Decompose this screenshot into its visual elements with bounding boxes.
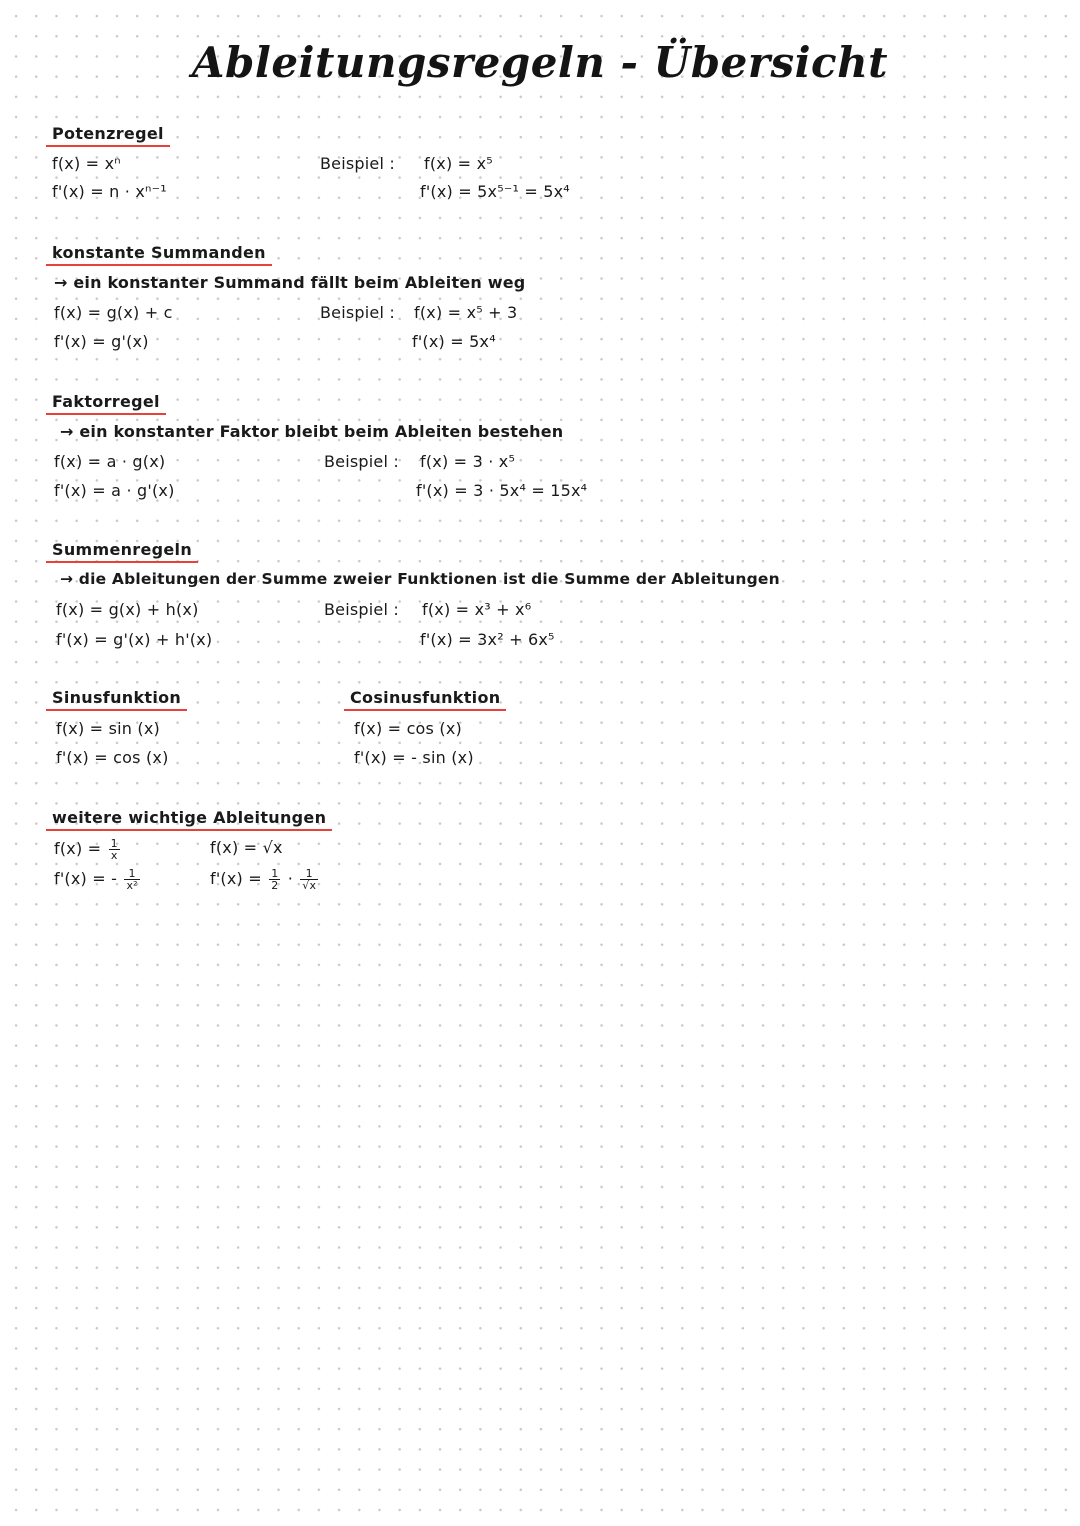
konstante-rule-fp: f'(x) = g'(x)	[54, 332, 149, 351]
summe-rule-fp: f'(x) = g'(x) + h'(x)	[56, 630, 213, 649]
weitere-b-fp-fraction-1	[269, 868, 280, 891]
summe-example-label: Beispiel :	[324, 600, 399, 619]
heading-faktorregel: Faktorregel	[46, 392, 166, 415]
potenzregel-rule-fp: f'(x) = n · xⁿ⁻¹	[52, 182, 167, 201]
weitere-a-fp	[54, 868, 142, 891]
sinus-rule-f: f(x) = sin (x)	[56, 719, 160, 738]
weitere-a-f-den: x	[110, 849, 118, 862]
weitere-b-fp-den1: 2	[271, 879, 279, 892]
weitere-a-f	[54, 838, 122, 861]
konstante-example-label: Beispiel :	[320, 303, 395, 322]
weitere-a-fp-num: 1	[124, 868, 139, 880]
faktor-rule-f: f(x) = a · g(x)	[54, 452, 166, 471]
weitere-b-fp-num1: 1	[271, 867, 279, 880]
potenzregel-example-f: f(x) = x⁵	[424, 154, 493, 173]
heading-konstante-summanden: konstante Summanden	[46, 243, 272, 266]
cosinus-rule-fp: f'(x) = - sin (x)	[354, 748, 474, 767]
sinus-rule-fp: f'(x) = cos (x)	[56, 748, 169, 767]
page-title: Ableitungsregeln - Übersicht	[191, 38, 889, 87]
faktor-example-fp: f'(x) = 3 · 5x⁴ = 15x⁴	[416, 481, 588, 500]
heading-sinusfunktion: Sinusfunktion	[46, 688, 187, 711]
konstante-rule-f: f(x) = g(x) + c	[54, 303, 173, 322]
weitere-b-fp-num2: 1	[300, 868, 318, 880]
heading-potenzregel: Potenzregel	[46, 124, 170, 147]
weitere-a-f-num: 1	[110, 837, 118, 850]
faktor-example-f: f(x) = 3 · x⁵	[420, 452, 516, 471]
faktor-example-label: Beispiel :	[324, 452, 399, 471]
weitere-a-fp-den: x²	[126, 879, 138, 892]
weitere-b-fp-den2: √x	[302, 879, 317, 892]
heading-summenregeln: Summenregeln	[46, 540, 198, 563]
cosinus-rule-f: f(x) = cos (x)	[354, 719, 462, 738]
konstante-example-fp: f'(x) = 5x⁴	[412, 332, 496, 351]
weitere-b-f: f(x) = √x	[210, 838, 283, 857]
faktor-rule-fp: f'(x) = a · g'(x)	[54, 481, 175, 500]
weitere-a-f-fraction	[109, 838, 120, 861]
heading-cosinusfunktion: Cosinusfunktion	[344, 688, 506, 711]
potenzregel-rule-f: f(x) = xⁿ	[52, 154, 121, 173]
summe-note: → die Ableitungen der Summe zweier Funktionen ist die Summe der Ableitungen	[60, 570, 780, 588]
weitere-b-fp-fraction-2	[300, 868, 318, 891]
weitere-a-fp-prefix: f'(x) = -	[54, 869, 118, 888]
weitere-a-fp-fraction	[124, 868, 139, 891]
weitere-b-fp-dot: ·	[287, 869, 293, 888]
summe-example-f: f(x) = x³ + x⁶	[422, 600, 532, 619]
faktor-note: → ein konstanter Faktor bleibt beim Ableiten bestehen	[60, 422, 564, 441]
konstante-example-f: f(x) = x⁵ + 3	[414, 303, 518, 322]
summe-rule-f: f(x) = g(x) + h(x)	[56, 600, 199, 619]
weitere-a-f-prefix: f(x) =	[54, 839, 102, 858]
weitere-b-fp	[210, 868, 320, 891]
potenzregel-example-fp: f'(x) = 5x⁵⁻¹ = 5x⁴	[420, 182, 570, 201]
weitere-b-fp-prefix: f'(x) =	[210, 869, 262, 888]
heading-weitere-ableitungen: weitere wichtige Ableitungen	[46, 808, 332, 831]
potenzregel-example-label: Beispiel :	[320, 154, 395, 173]
konstante-note: → ein konstanter Summand fällt beim Ableiten weg	[54, 273, 526, 292]
summe-example-fp: f'(x) = 3x² + 6x⁵	[420, 630, 555, 649]
